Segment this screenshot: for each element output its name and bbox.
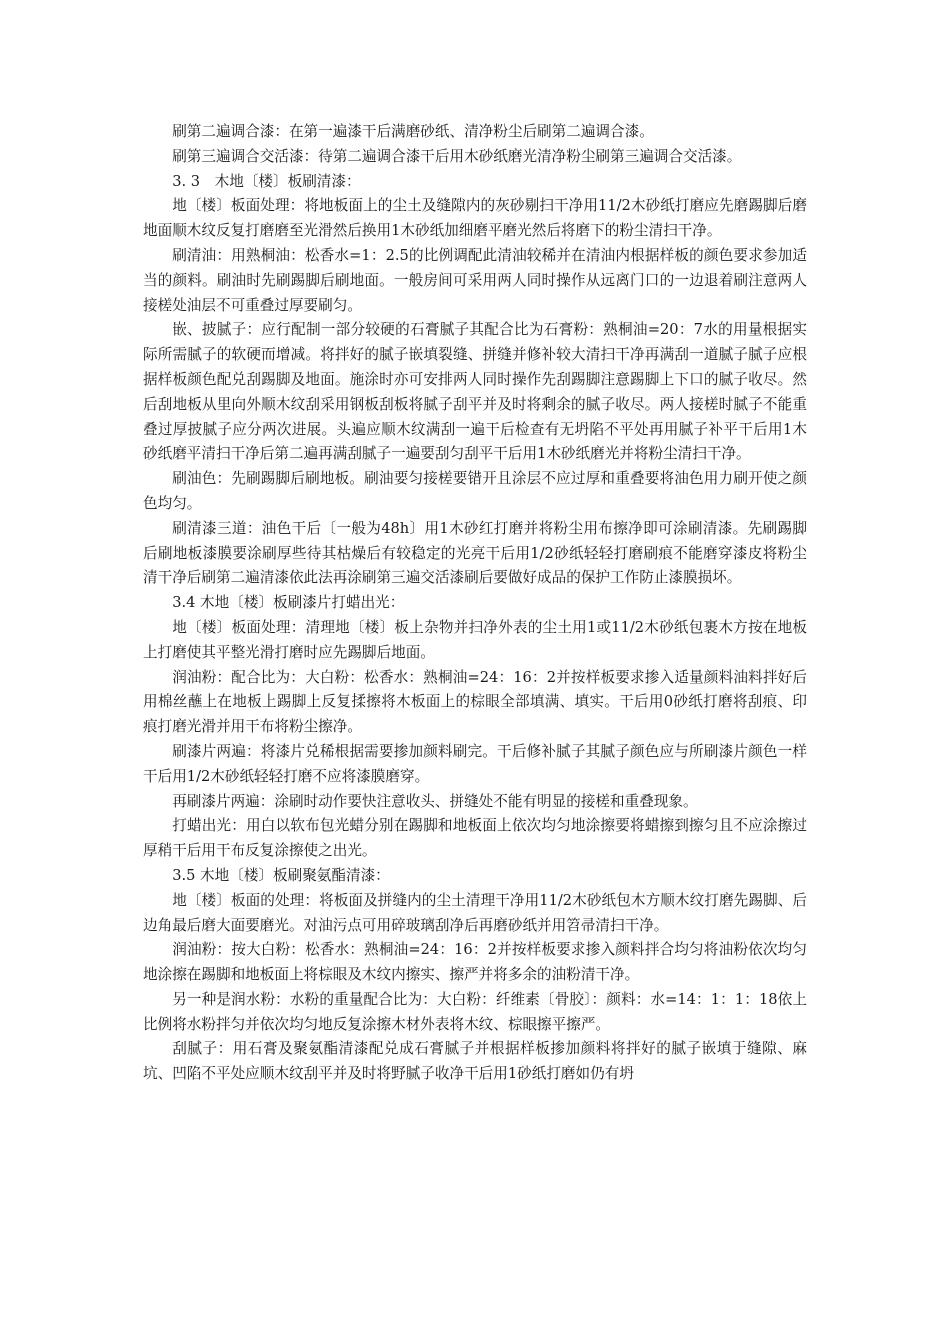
paragraph: 打蜡出光：用白以软布包光蜡分别在踢脚和地板面上依次均匀地涂擦要将蜡擦到擦匀且不应涂擦过厚稍干后用干布反复涂擦使之出光。 bbox=[143, 817, 807, 860]
paragraph: 刷第三遍调合交活漆：待第二遍调合漆干后用木砂纸磨光清净粉尘刷第三遍调合交活漆。 bbox=[172, 147, 742, 165]
section-heading: 3.5 木地〔楼〕板刷聚氨酯清漆： bbox=[172, 866, 390, 884]
paragraph: 地〔楼〕板面处理：清理地〔楼〕板上杂物并扫净外表的尘土用1或11/2木砂纸包裹木方按在地板上打磨使其平整光滑打磨时应先踢脚后地面。 bbox=[143, 618, 807, 661]
document-body bbox=[143, 120, 807, 1087]
paragraph: 地〔楼〕板面的处理：将板面及拼缝内的尘土清理干净用11/2木砂纸包木方顺木纹打磨先踢脚、后边角最后磨大面要磨光。对油污点可用碎玻璃刮净后再磨砂纸并用笤帚清扫干净。 bbox=[143, 891, 807, 934]
paragraph: 刷漆片两遍：将漆片兑稀根据需要掺加颜料刷完。干后修补腻子其腻子颜色应与所刷漆片颜色一样干后用1/2木砂纸轻轻打磨不应将漆膜磨穿。 bbox=[143, 742, 807, 785]
paragraph: 地〔楼〕板面处理：将地板面上的尘土及缝隙内的灰砂剔扫干净用11/2木砂纸打磨应先磨踢脚后磨地面顺木纹反复打磨磨至光滑然后换用1木砂纸加细磨平磨光然后将磨下的粉尘清扫干净。 bbox=[143, 197, 807, 240]
paragraph: 刮腻子：用石膏及聚氨酯清漆配兑成石膏腻子并根据样板掺加颜料将拌好的腻子嵌填于缝隙、麻坑、凹陷不平处应顺木纹刮平并及时将野腻子收净干后用1砂纸打磨如仍有坍 bbox=[143, 1040, 807, 1083]
section-heading: 3. 3 木地〔楼〕板刷清漆： bbox=[172, 172, 361, 190]
paragraph: 刷第二遍调合漆：在第一遍漆干后满磨砂纸、清净粉尘后刷第二遍调合漆。 bbox=[172, 123, 654, 140]
paragraph: 润油粉：按大白粉：松香水：熟桐油=24：16：2并按样板要求掺入颜料拌合均匀将油粉依次均匀地涂擦在踢脚和地板面上将棕眼及木纹内擦实、擦严并将多余的油粉清干净。 bbox=[143, 941, 807, 984]
paragraph: 刷油色：先刷踢脚后刷地板。刷油要匀接槎要错开且涂层不应过厚和重叠要将油色用力刷开使之颜色均匀。 bbox=[143, 470, 807, 512]
section-heading: 3.4 木地〔楼〕板刷漆片打蜡出光： bbox=[172, 594, 405, 612]
paragraph: 再刷漆片两遍：涂刷时动作要快注意收头、拼缝处不能有明显的接槎和重叠现象。 bbox=[172, 792, 698, 810]
paragraph: 润油粉：配合比为：大白粉：松香水：熟桐油=24：16：2并按样板要求掺入适量颜料油料拌好后用棉丝蘸上在地板上踢脚上反复揉擦将木板面上的棕眼全部填满、填实。干后用0砂纸打磨将刮痕、印痕打磨光滑并用干布将粉尘擦净。 bbox=[143, 668, 807, 736]
paragraph: 刷清油：用熟桐油：松香水=1：2.5的比例调配此清油较稀并在清油内根据样板的颜色要求参加适当的颜料。刷油时先刷踢脚后刷地面。一般房间可采用两人同时操作从远离门口的一边退着刷注意两人接槎处油层不可重叠过厚要刷匀。 bbox=[143, 246, 807, 314]
paragraph: 另一种是润水粉：水粉的重量配合比为：大白粉：纤维素〔骨胶〕：颜料：水=14：1：1：18依上比例将水粉拌匀并依次均匀地反复涂擦木材外表将木纹、棕眼擦平擦严。 bbox=[143, 990, 807, 1033]
paragraph: 嵌、披腻子：应行配制一部分较硬的石膏腻子其配合比为石膏粉：熟桐油=20：7水的用量根据实际所需腻子的软硬而增减。将拌好的腻子嵌填裂缝、拼缝并修补较大清扫干净再满刮一道腻子腻子应根据样板颜色配兑刮踢脚及地面。施涂时亦可安排两人同时操作先刮踢脚注意踢脚上下口的腻子收尽。然后刮地板从里向外顺木纹刮采用钢板刮板将腻子刮平并及时将剩余的腻子收尽。两人接槎时腻子不能重叠过厚披腻子应分两次进展。头遍应顺木纹满刮一遍干后检查有无坍陷不平处再用腻子补平干后用1木砂纸磨平清扫干净后第二遍再满刮腻子一遍要刮匀刮平干后用1木砂纸磨光并将粉尘清扫干净。 bbox=[143, 321, 807, 463]
paragraph: 刷清漆三道：油色干后〔一般为48h〕用1木砂红打磨并将粉尘用布擦净即可涂刷清漆。先刷踢脚后刷地板漆膜要涂刷厚些待其枯燥后有较稳定的光亮干后用1/2砂纸轻轻打磨刷痕不能磨穿漆皮将粉尘清干净后刷第二遍清漆依此法再涂刷第三遍交活漆刷后要做好成品的保护工作防止漆膜损坏。 bbox=[143, 519, 807, 587]
